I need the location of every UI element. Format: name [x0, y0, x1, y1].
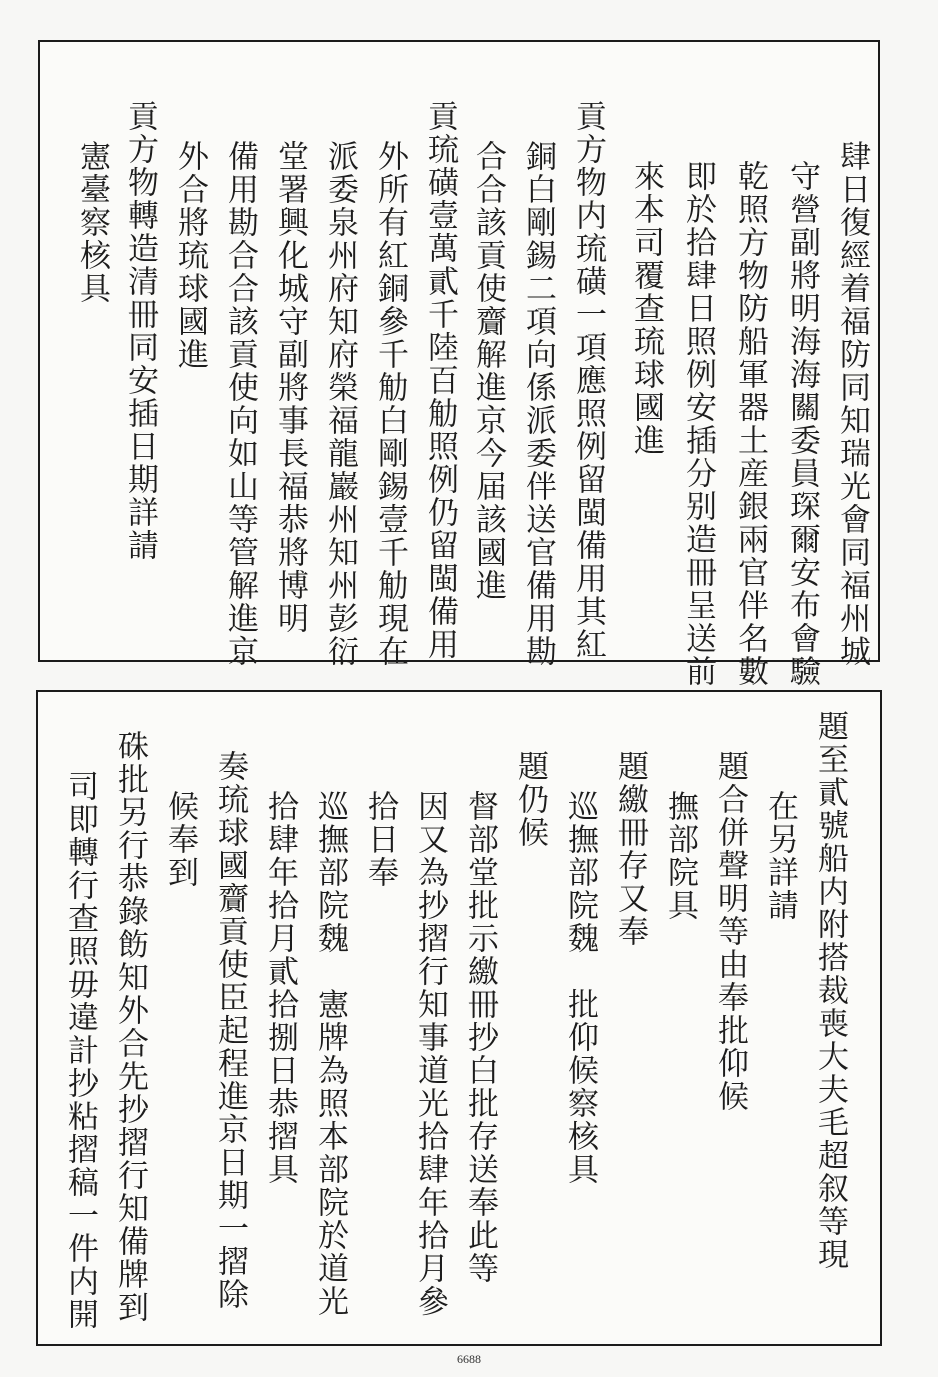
text-column: 題繳冊存又奉 [612, 750, 648, 948]
text-column: 題合併聲明等由奉批仰候 [712, 750, 748, 1113]
text-column: 貢方物轉造清冊同安插日期詳請 [122, 100, 158, 562]
text-column: 題至貳號船内附搭裁喪大夫毛超叙等現 [812, 710, 848, 1271]
top-text-panel [38, 40, 880, 688]
text-column: 撫部院具 [662, 790, 698, 922]
text-column: 題仍候 [512, 750, 548, 849]
text-column: 來本司覆查琉球國進 [628, 160, 664, 457]
text-column: 外所有紅銅參千觔白剛錫壹千觔現在 [372, 140, 408, 668]
text-column: 憲臺察核具 [74, 140, 110, 305]
text-column: 拾日奉 [362, 790, 398, 889]
page-number: 6688 [457, 1352, 481, 1366]
text-column: 督部堂批示繳冊抄白批存送奉此等 [462, 790, 498, 1285]
text-column: 守營副將明海海關委員琛爾安布會驗 [784, 160, 820, 688]
text-column: 貢琉磺壹萬貳千陸百觔照例仍留閩備用 [422, 100, 458, 661]
text-column: 銅白剛錫二項向係派委伴送官備用勘 [520, 140, 556, 668]
text-column: 外合將琉球國進 [172, 140, 208, 371]
text-column: 乾照方物防船軍器土産銀兩官伴名數 [732, 160, 768, 688]
text-column: 拾肆年拾月貳拾捌日恭摺具 [262, 790, 298, 1186]
text-column: 即於拾肆日照例安插分别造冊呈送前 [680, 160, 716, 688]
text-column: 肆日復經着福防同知瑞光會同福州城 [834, 140, 870, 668]
text-column: 硃批另行恭錄飭知外合先抄摺行知備牌到 [112, 730, 148, 1324]
text-column: 派委泉州府知府榮福龍巖州知州彭衍 [322, 140, 358, 668]
text-column: 巡撫部院魏 憲牌為照本部院於道光 [312, 790, 348, 1318]
text-column: 巡撫部院魏 批仰候察核具 [562, 790, 598, 1186]
bottom-text-panel [36, 690, 882, 1346]
text-column: 候奉到 [162, 790, 198, 889]
text-column: 合合該貢使齎解進京今届該國進 [470, 140, 506, 602]
text-column: 在另詳請 [762, 790, 798, 922]
text-column: 貢方物内琉磺一項應照例留閩備用其紅 [570, 100, 606, 661]
text-column: 備用勘合合該貢使向如山等管解進京 [222, 140, 258, 668]
text-column: 堂署興化城守副將事長福恭將博明 [272, 140, 308, 635]
text-column: 奏琉球國齎貢使臣起程進京日期一摺除 [212, 750, 248, 1311]
text-column: 司即轉行查照毋違計抄粘摺稿一件内開 [62, 770, 98, 1331]
text-column: 因又為抄摺行知事道光拾肆年拾月參 [412, 790, 448, 1318]
